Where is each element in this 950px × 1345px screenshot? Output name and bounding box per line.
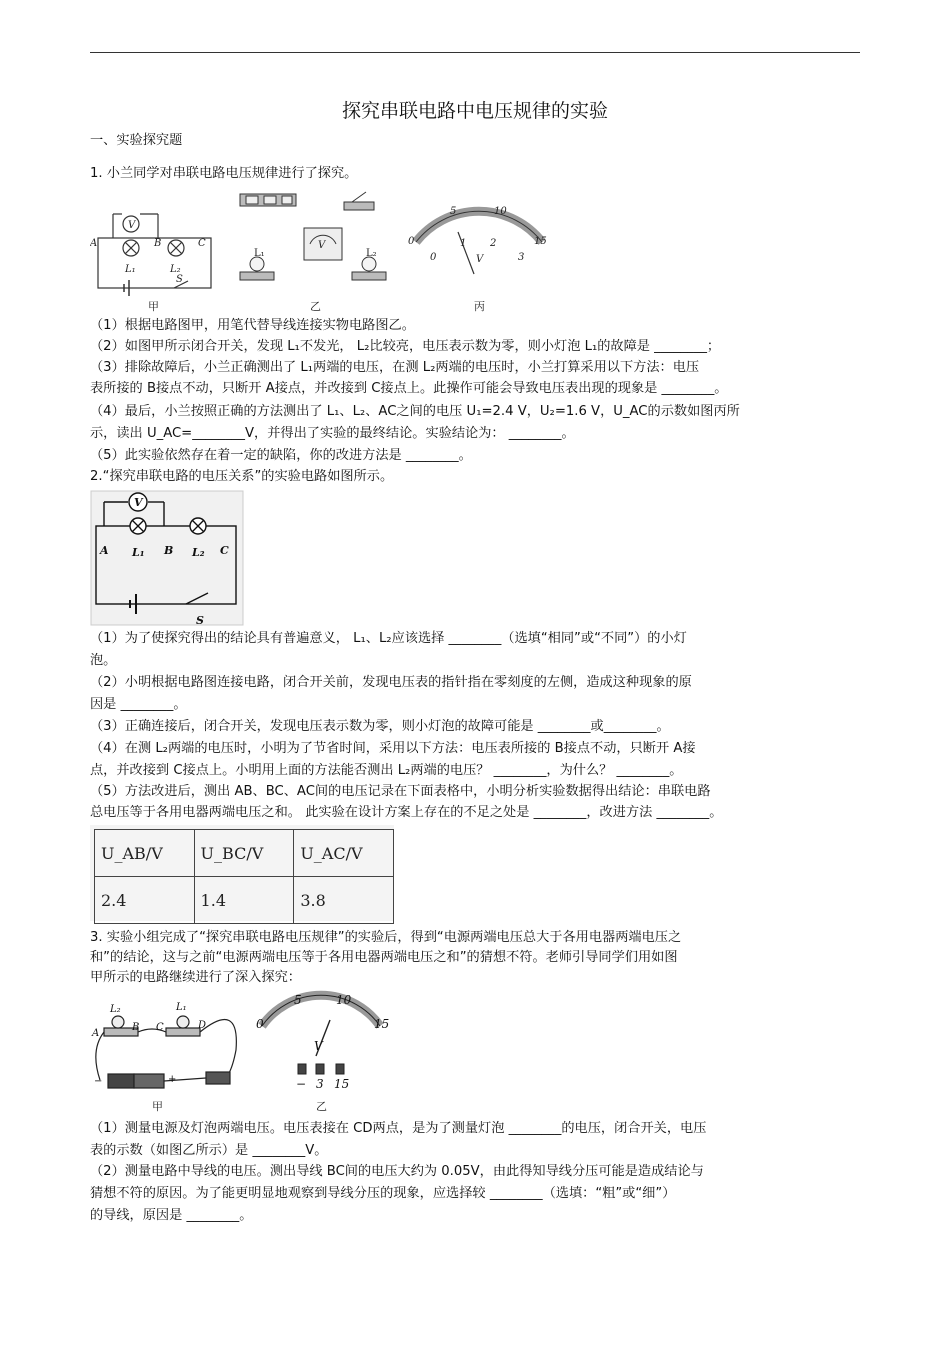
q1-figures: [90, 186, 548, 314]
q3-stem-line2: 和”的结论，这与之前“电源两端电压等于各用电器两端电压之和”的猜想不符。老师引导同学们用如图: [90, 950, 678, 965]
q1-stem: 1. 小兰同学对串联电路电压规律进行了探究。: [90, 166, 358, 181]
q2-part4-line2: 点，并改接到 C接点上。小明用上面的方法能否测出 L₂两端的电压？ ________，为什么？ ________。: [90, 763, 683, 778]
q1-jia-label-S: S: [176, 274, 183, 285]
table-header-row: [95, 830, 394, 877]
q1-caption-bing: 丙: [474, 300, 485, 313]
q3-caption-jia: 甲: [152, 1100, 163, 1113]
q1-bing-tick-s2: 2: [490, 238, 497, 249]
q1-yi-label-L1: L₁: [254, 248, 265, 259]
q2-data-table-figure: [90, 825, 394, 921]
q1-part4-line2: 示，读出 U_AC=________V，并得出了实验的最终结论。实验结论为： ________。: [90, 426, 575, 441]
q3-yi-terminal-minus: −: [296, 1077, 307, 1091]
q1-part1: （1）根据电路图甲，用笔代替导线连接实物电路图乙。: [90, 318, 415, 333]
q3-label-L1: L₁: [176, 1002, 187, 1013]
q3-apparatus-jia: [96, 1016, 237, 1088]
q3-part2-line2: 猜想不符的原因。为了能更明显地观察到导线分压的现象，应选择较 ________（选填：“粗”或“细”）: [90, 1186, 676, 1201]
q3-yi-tick-15: 15: [374, 1017, 390, 1031]
table-cell-uac: 3.8: [294, 877, 394, 924]
q2-part1-line2: 泡。: [90, 653, 117, 668]
q3-label-minus: −: [94, 1076, 103, 1087]
q2-part1-line1: （1）为了使探究得出的结论具有普遍意义， L₁、L₂应该选择 ________（选填“相同”或“不同”）的小灯: [90, 631, 687, 646]
q2-label-L2: L₂: [192, 546, 205, 559]
q1-jia-label-V: V: [128, 220, 136, 231]
q1-figure-svg: [90, 186, 548, 314]
q3-part1-line1: （1）测量电源及灯泡两端电压。电压表接在 CD两点，是为了测量灯泡 ________的电压，闭合开关，电压: [90, 1121, 707, 1136]
q1-part2: （2）如图甲所示闭合开关，发现 L₁不发光， L₂比较亮，电压表示数为零，则小灯泡 L₁的故障是 ________；: [90, 339, 721, 354]
q2-circuit-figure: [90, 490, 244, 626]
table-row: [95, 877, 394, 924]
q1-yi-label-L2: L₂: [366, 248, 377, 259]
table-cell-uab: 2.4: [95, 877, 195, 924]
q1-part5: （5）此实验依然存在着一定的缺陷，你的改进方法是 ________。: [90, 448, 472, 463]
q2-circuit-svg: [90, 490, 244, 626]
q3-caption-yi: 乙: [316, 1100, 327, 1113]
q3-meter-yi: [262, 995, 380, 1074]
q1-circuit-diagram-jia: [98, 214, 211, 296]
q3-part2-line3: 的导线，原因是 ________。: [90, 1208, 253, 1223]
q1-bing-tick-s0: 0: [430, 252, 437, 263]
table-cell-ubc: 1.4: [194, 877, 294, 924]
q3-yi-tick-5: 5: [294, 993, 302, 1007]
q1-jia-label-A: A: [90, 238, 98, 249]
section-heading: 一、实验探究题: [90, 133, 183, 148]
q2-label-B: B: [164, 544, 174, 557]
q2-label-S: S: [196, 614, 204, 626]
q1-bing-tick-5: 5: [450, 206, 457, 217]
q1-bing-tick-0: 0: [408, 236, 415, 247]
q2-label-A: A: [100, 544, 109, 557]
q1-yi-meter-V: V: [318, 240, 326, 251]
q1-jia-label-B: B: [154, 238, 162, 249]
q3-yi-tick-10: 10: [336, 993, 352, 1007]
q2-part4-line1: （4）在测 L₂两端的电压时，小明为了节省时间，采用以下方法：电压表所接的 B接点不动，只断开 A接: [90, 741, 696, 756]
q2-label-C: C: [220, 544, 229, 557]
q1-bing-tick-15: 15: [534, 236, 547, 247]
q3-label-B: B: [132, 1022, 140, 1033]
table-header-uab: U_AB/V: [95, 830, 195, 877]
q3-figures: [90, 990, 392, 1116]
q2-part5-line1: （5）方法改进后，测出 AB、BC、AC间的电压记录在下面表格中，小明分析实验数据得出结论：串联电路: [90, 784, 711, 799]
q3-yi-tick-0: 0: [256, 1017, 264, 1031]
q3-yi-meter-V: V: [314, 1039, 323, 1053]
q3-label-L2: L₂: [110, 1004, 121, 1015]
q1-bing-tick-10: 10: [494, 206, 507, 217]
q2-part5-line2: 总电压等于各用电器两端电压之和。 此实验在设计方案上存在的不足之处是 ________，改进方法 ________。: [90, 805, 723, 820]
q3-yi-terminal-3: 3: [316, 1077, 324, 1091]
q2-part3: （3）正确连接后，闭合开关，发现电压表示数为零，则小灯泡的故障可能是 ________或________。: [90, 719, 670, 734]
q3-label-plus: +: [168, 1074, 177, 1085]
q1-caption-jia: 甲: [148, 300, 159, 313]
q3-stem-line3: 甲所示的电路继续进行了深入探究：: [90, 970, 301, 985]
table-header-uac: U_AC/V: [294, 830, 394, 877]
q2-label-L1: L₁: [132, 546, 145, 559]
q1-jia-label-L2: L₂: [170, 264, 181, 275]
q1-apparatus-yi: [240, 192, 386, 280]
top-rule: [90, 52, 860, 53]
q2-part2-line1: （2）小明根据电路图连接电路，闭合开关前，发现电压表的指针指在零刻度的左侧，造成这种现象的原: [90, 675, 692, 690]
q1-caption-yi: 乙: [310, 300, 321, 313]
q3-part2-line1: （2）测量电路中导线的电压。测出导线 BC间的电压大约为 0.05V，由此得知导线分压可能是造成结论与: [90, 1164, 704, 1179]
q1-jia-label-C: C: [198, 238, 206, 249]
table-header-ubc: U_BC/V: [194, 830, 294, 877]
q3-yi-terminal-15: 15: [334, 1077, 350, 1091]
q3-label-A: A: [92, 1028, 100, 1039]
q2-label-V: V: [134, 496, 143, 509]
q3-part1-line2: 表的示数（如图乙所示）是 ________V。: [90, 1143, 328, 1158]
q2-part2-line2: 因是 ________。: [90, 697, 187, 712]
q3-label-C: C: [156, 1022, 164, 1033]
q3-stem-line1: 3. 实验小组完成了“探究串联电路电压规律”的实验后，得到“电源两端电压总大于各用电器两端电压之: [90, 930, 682, 945]
q1-bing-tick-s3: 3: [518, 252, 525, 263]
q2-stem: 2.“探究串联电路的电压关系”的实验电路如图所示。: [90, 469, 394, 484]
q2-data-table: [94, 829, 394, 924]
q3-figure-svg: [90, 990, 392, 1116]
page-title: 探究串联电路中电压规律的实验: [341, 100, 608, 122]
q1-part4-line1: （4）最后，小兰按照正确的方法测出了 L₁、L₂、AC之间的电压 U₁=2.4 V，U₂=1.6 V，U_AC的示数如图丙所: [90, 404, 740, 419]
q1-jia-label-L1: L₁: [125, 264, 136, 275]
q1-bing-tick-s1: 1: [460, 238, 467, 249]
q3-label-D: D: [198, 1020, 207, 1031]
q1-part3-line1: （3）排除故障后，小兰正确测出了 L₁两端的电压，在测 L₂两端的电压时，小兰打算采用以下方法：电压: [90, 360, 700, 375]
q1-part3-line2: 表所接的 B接点不动，只断开 A接点，并改接到 C接点上。此操作可能会导致电压表出现的现象是 ________。: [90, 381, 728, 396]
q1-bing-meter-V: V: [476, 254, 484, 265]
